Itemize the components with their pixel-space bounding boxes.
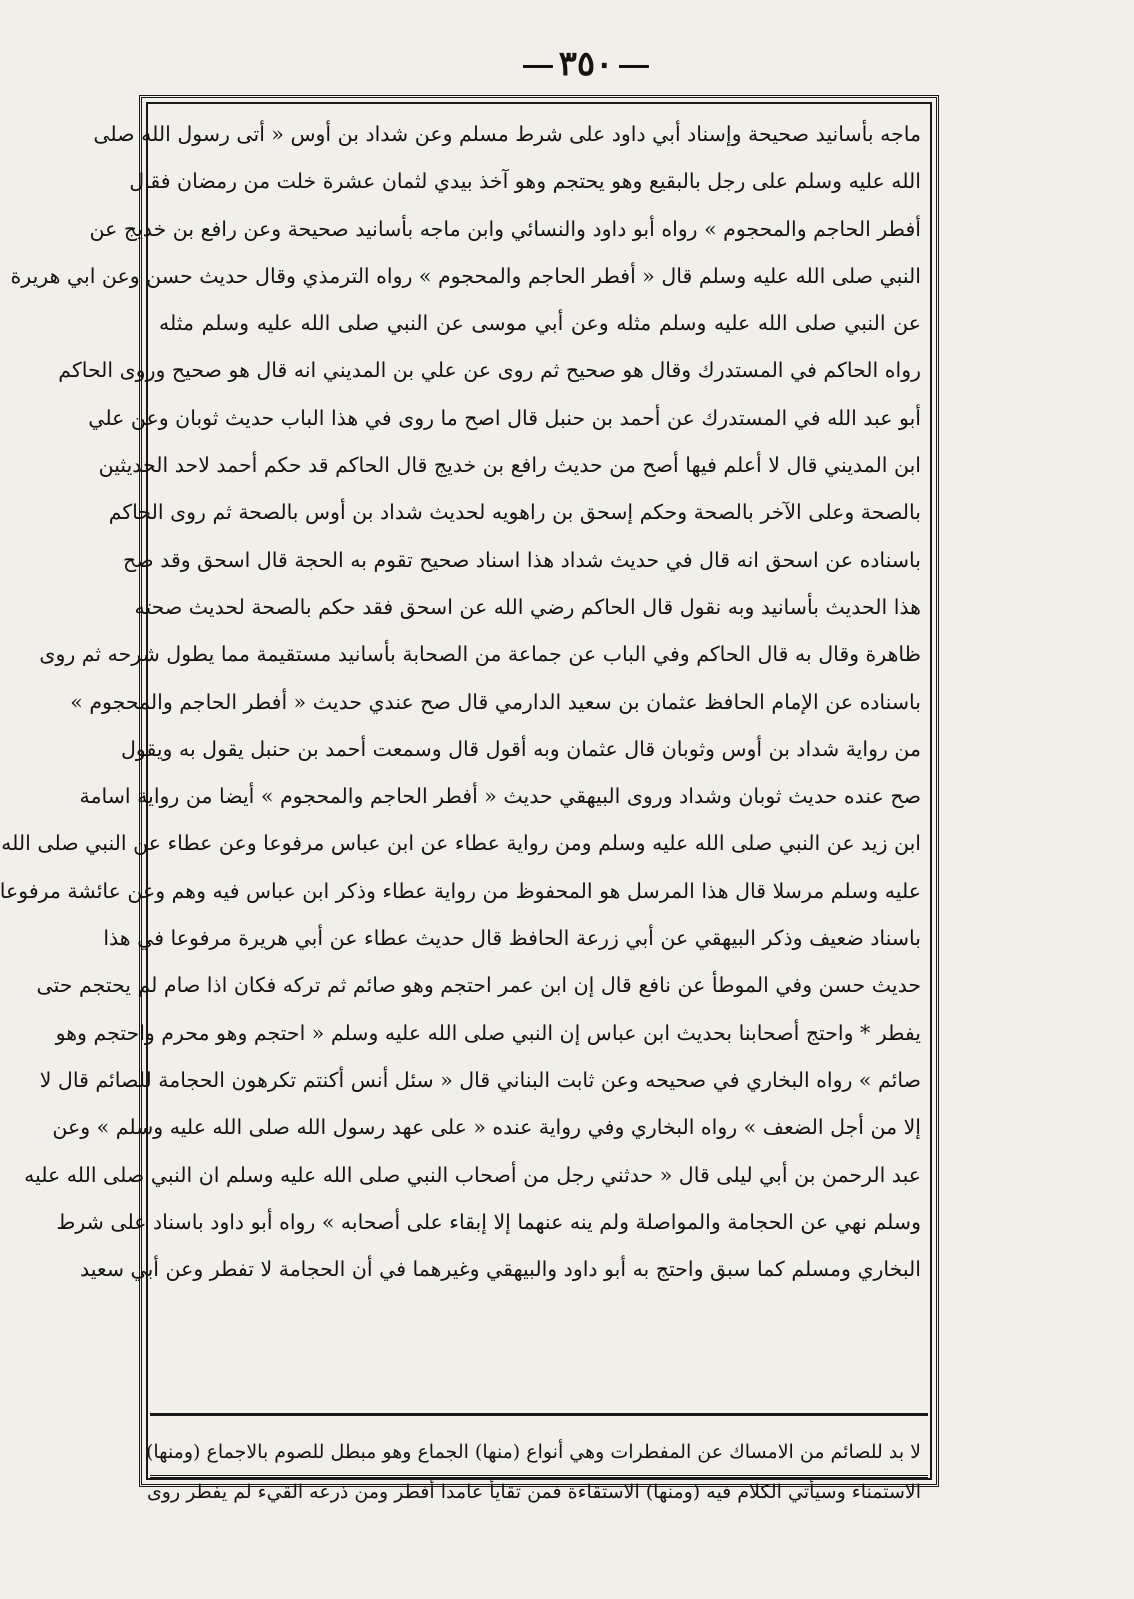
text-line: النبي صلى الله عليه وسلم قال « أفطر الحاجم والمحجوم » رواه الترمذي وقال حديث حسن وعن ابي هريرة — [10, 263, 921, 288]
text-line: ابن المديني قال لا أعلم فيها أصح من حديث رافع بن خديج قال الحاكم قد حكم أحمد لاحد الحديثين — [98, 453, 921, 478]
text-line: عن النبي صلى الله عليه وسلم مثله وعن أبي موسى عن النبي صلى الله عليه وسلم مثله — [159, 311, 921, 336]
footnote-line: الاستمناء وسيأتي الكلام فيه (ومنها) الاستقاءة فمن تقايأ عامدا أفطر ومن ذرعه القيء لم يفطر روى — [146, 1481, 921, 1503]
text-line: من رواية شداد بن أوس وثوبان قال عثمان وبه أقول قال وسمعت أحمد بن حنبل يقول به ويقول — [120, 736, 921, 761]
page-number-dash-right — [619, 65, 649, 68]
page-number — [38, 44, 1134, 84]
text-line: بالصحة وعلى الآخر بالصحة وحكم إسحق بن راهويه لحديث شداد بن أوس بالصحة ثم روى الحاكم — [108, 500, 921, 525]
main-text — [0, 111, 921, 1293]
text-line: عبد الرحمن بن أبي ليلى قال « حدثني رجل من أصحاب النبي صلى الله عليه وسلم ان النبي صلى الله عليه — [24, 1162, 921, 1187]
text-line: رواه الحاكم في المستدرك وقال هو صحيح ثم روى عن علي بن المديني انه قال هو صحيح وروى الحاكم — [58, 358, 921, 383]
text-line: البخاري ومسلم كما سبق واحتج به أبو داود والبيهقي وغيرهما في أن الحجامة لا تفطر وعن أبي سعيد — [79, 1257, 921, 1282]
text-line: باسناده عن الإمام الحافظ عثمان بن سعيد الدارمي قال صح عندي حديث « أفطر الحاجم والمحجوم » — [70, 689, 921, 714]
text-line: الله عليه وسلم على رجل بالبقيع وهو يحتجم وهو آخذ بيدي لثمان عشرة خلت من رمضان فقال — [129, 169, 921, 194]
text-line: صائم » رواه البخاري في صحيحه وعن ثابت البناني قال « سئل أنس أكنتم تكرهون الحجامة للصائم قال لا — [39, 1067, 921, 1092]
text-line: عليه وسلم مرسلا قال هذا المرسل هو المحفوظ من رواية عطاء وذكر ابن عباس فيه وهم وعن عائشة مرفوعا — [0, 878, 921, 903]
text-line: صح عنده حديث ثوبان وشداد وروى البيهقي حديث « أفطر الحاجم والمحجوم » أيضا من رواية اسامة — [79, 784, 921, 809]
text-line: أبو عبد الله في المستدرك عن أحمد بن حنبل قال اصح ما روى في هذا الباب حديث ثوبان وعن علي — [88, 405, 921, 430]
text-line: ظاهرة وقال به قال الحاكم وفي الباب عن جماعة من الصحابة بأسانيد مستقيمة مما يطول شرحه ثم روى — [39, 642, 921, 667]
bottom-rule — [150, 1475, 928, 1478]
text-line: حديث حسن وفي الموطأ عن نافع قال إن ابن عمر احتجم وهو صائم ثم تركه فكان اذا صام لم يحتجم حتى — [36, 973, 921, 998]
page-number-dash-left — [523, 65, 553, 68]
text-line: ابن زيد عن النبي صلى الله عليه وسلم ومن رواية عطاء عن ابن عباس مرفوعا وعن عطاء عن النبي صلى الله — [1, 831, 921, 856]
page-frame — [0, 95, 939, 1503]
text-line: إلا من أجل الضعف » رواه البخاري وفي رواية عنده « على عهد رسول الله صلى الله عليه وسلم » وعن — [52, 1115, 921, 1140]
text-line: يفطر * واحتج أصحابنا بحديث ابن عباس إن النبي صلى الله عليه وسلم « احتجم وهو محرم واحتجم وهو — [55, 1020, 921, 1045]
footnote-line: لا بد للصائم من الامساك عن المفطرات وهي أنواع (منها) الجماع وهو مبطل للصوم بالاجماع (ومنها) — [145, 1441, 921, 1463]
footnote-separator — [150, 1413, 928, 1416]
footnote — [145, 1432, 921, 1512]
text-line: ماجه بأسانيد صحيحة وإسناد أبي داود على شرط مسلم وعن شداد بن أوس « أتى رسول الله صلى — [93, 122, 921, 146]
page-number-text: ٣٥٠ — [558, 44, 614, 84]
text-line: باسناد ضعيف وذكر البيهقي عن أبي زرعة الحافظ قال حديث عطاء عن أبي هريرة مرفوعا في هذا — [103, 926, 921, 951]
text-line: باسناده عن اسحق انه قال في حديث شداد هذا اسناد صحيح تقوم به الحجة قال اسحق وقد صح — [123, 547, 921, 572]
text-line: وسلم نهي عن الحجامة والمواصلة ولم ينه عنهما إلا إبقاء على أصحابه » رواه أبو داود باسناد على شرط — [56, 1209, 921, 1234]
text-line: هذا الحديث بأسانيد وبه نقول قال الحاكم رضي الله عن اسحق فقد حكم بالصحة لحديث صحته — [134, 594, 921, 619]
text-line: أفطر الحاجم والمحجوم » رواه أبو داود والنسائي وابن ماجه بأسانيد صحيحة وعن رافع بن خديج عن — [89, 216, 921, 241]
